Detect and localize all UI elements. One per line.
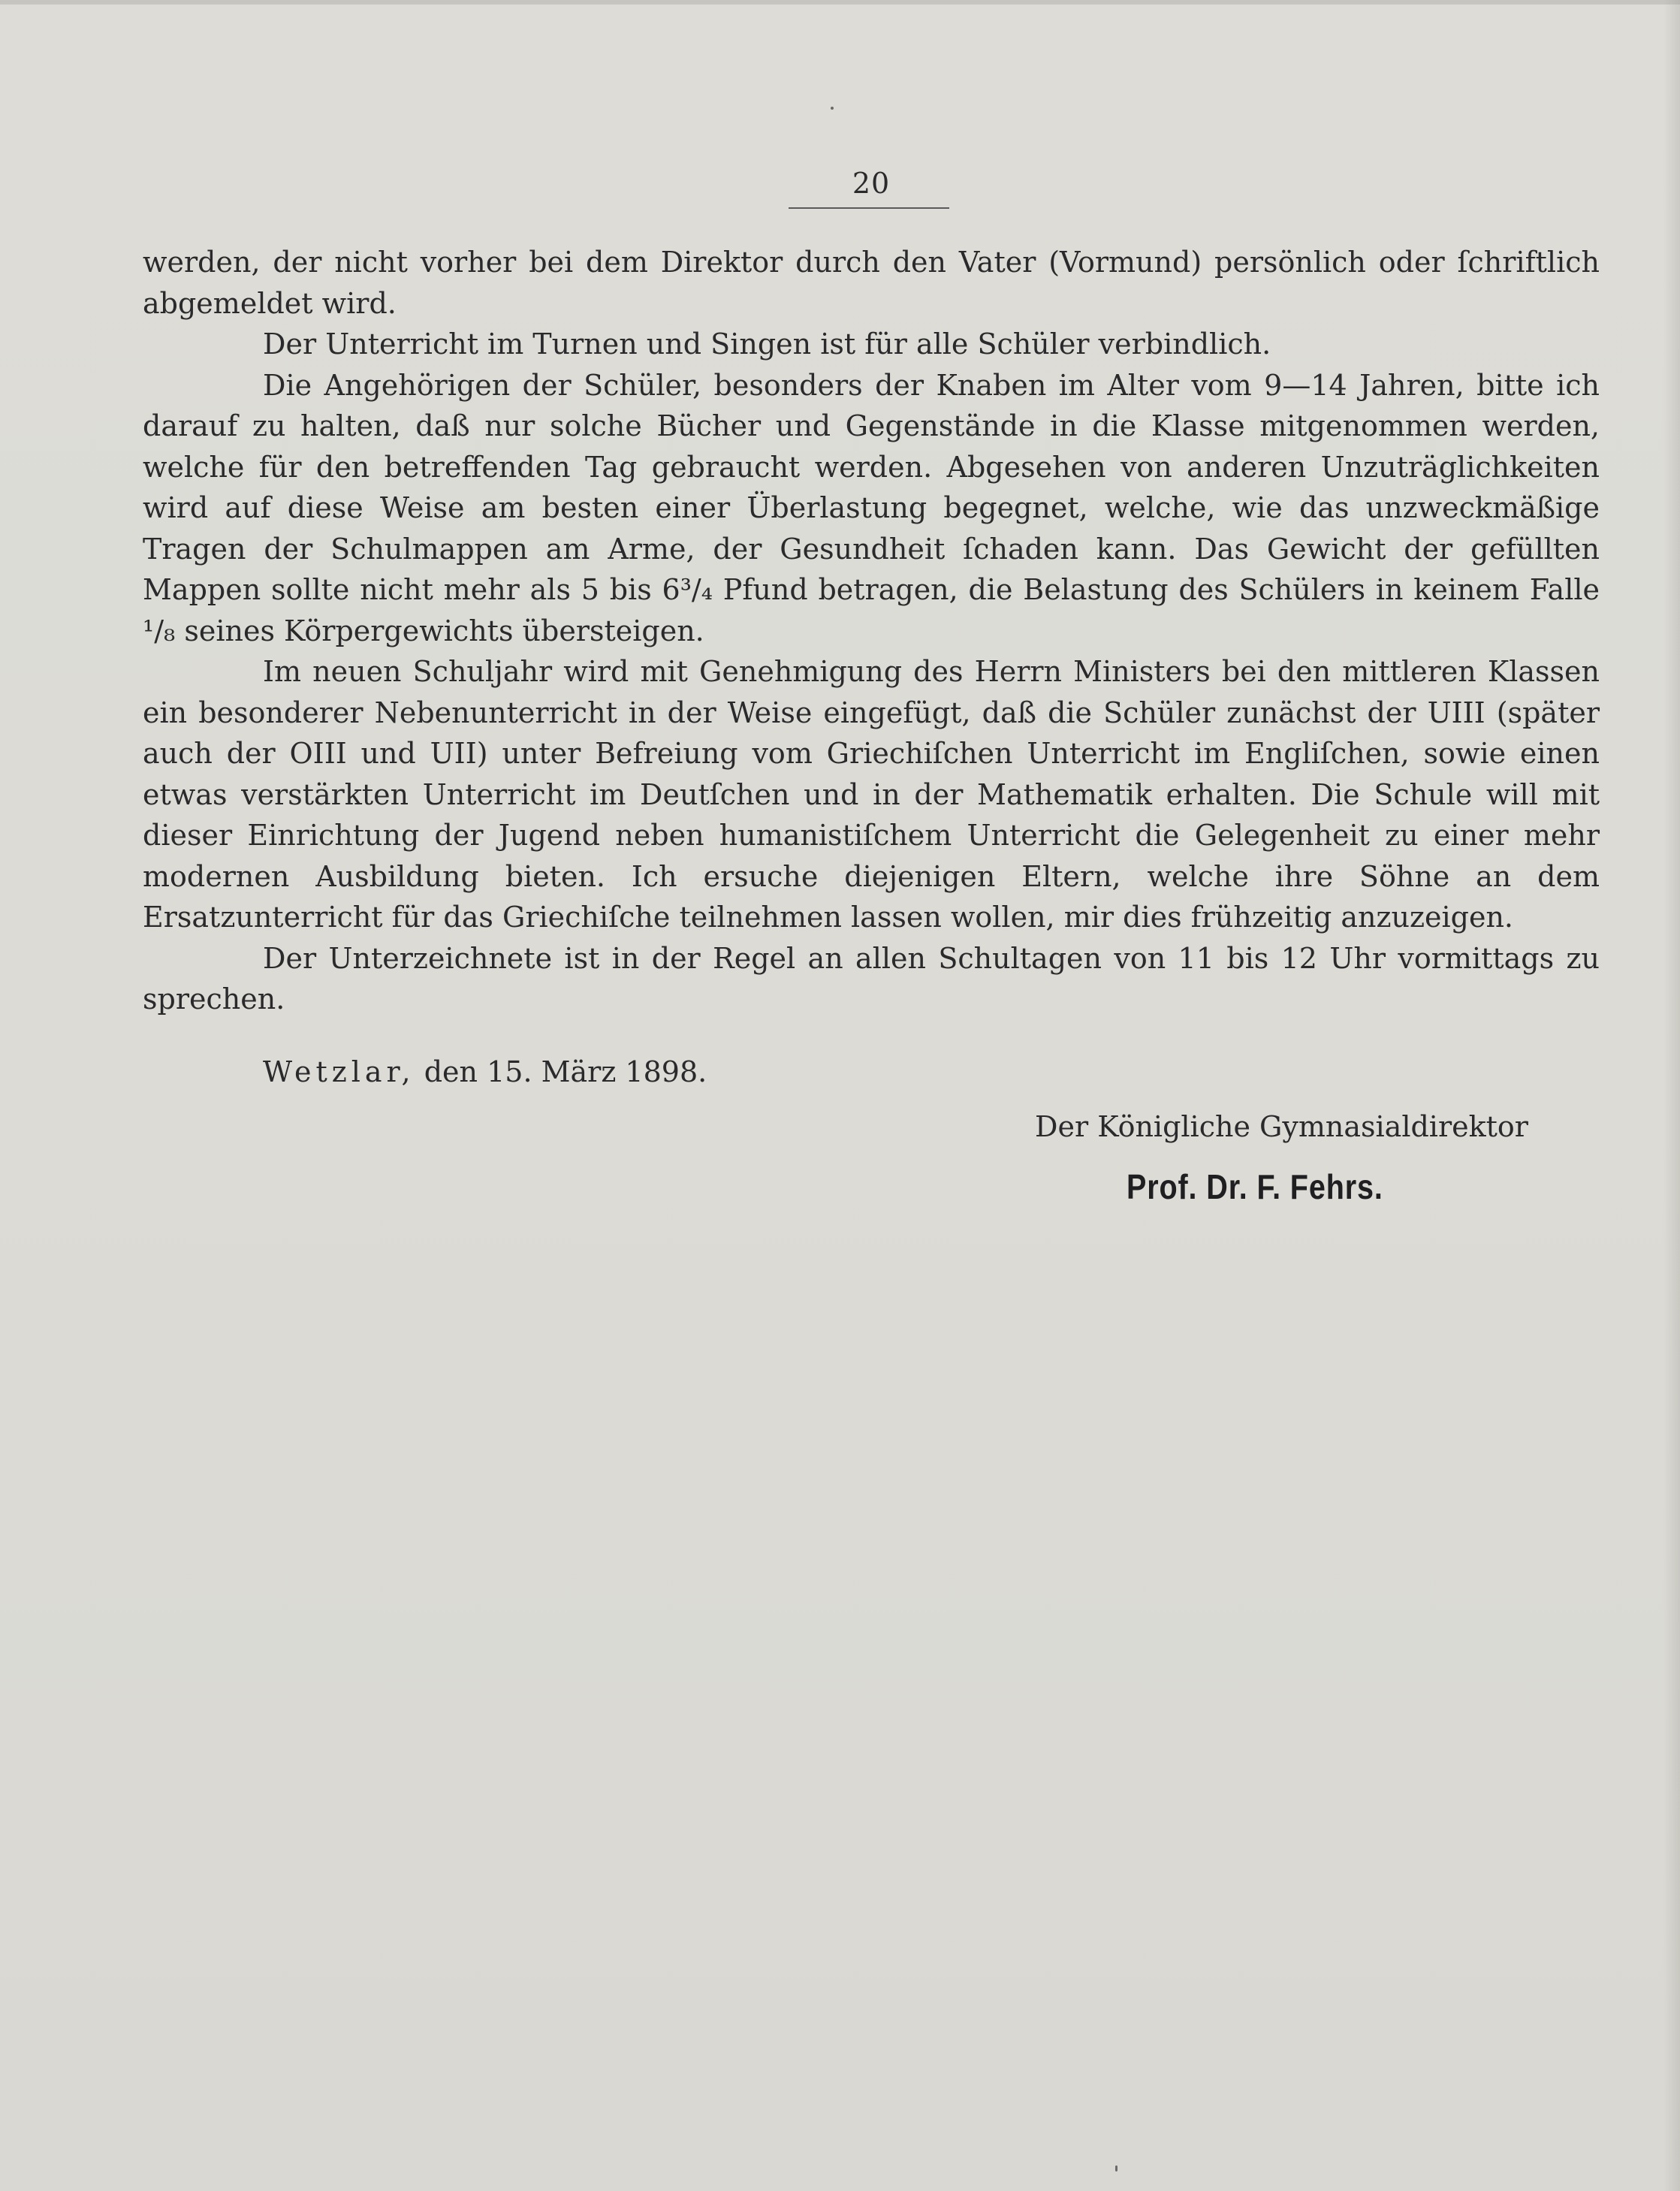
dateline-date: den 15. März 1898. <box>424 1055 707 1088</box>
page-number-rule <box>789 207 949 209</box>
paragraph-school-bags: Die Angehörigen der Schüler, besonders der Knaben im Alter vom 9—14 Jahren, bitte ich darauf zu halten, daß nur solche Bücher und Gegenstände in die Klasse mitgenommen werden, welche für den betreffenden Tag gebraucht werden. Abgesehen von anderen Unzuträglichkeiten wird auf diese Weise am besten einer Überlastung begegnet, welche, wie das unzweckmäßige Tragen der Schulmappen am Arme, der Gesundheit ſchaden kann. Das Gewicht der gefüllten Mappen sollte nicht mehr als 5 bis 6³/₄ Pfund betragen, die Belastung des Schülers in keinem Falle ¹/₈ seines Körpergewichts übersteigen. <box>143 368 1600 647</box>
dateline <box>263 1055 707 1088</box>
print-speck <box>1115 2165 1117 2171</box>
paragraph-continuation: werden, der nicht vorher bei dem Direktor durch den Vater (Vormund) persönlich oder ſchriftlich abgemeldet wird. <box>143 246 1600 320</box>
body-text <box>143 242 1600 1020</box>
page-top-edge <box>0 0 1680 5</box>
paragraph-office-hours: Der Unterzeichnete ist in der Regel an allen Schultagen von 11 bis 12 Uhr vormittags zu sprechen. <box>143 941 1600 1016</box>
page-number: 20 <box>852 167 891 200</box>
page-right-edge <box>1663 0 1680 2191</box>
signatory-title: Der Königliche Gymnasialdirektor <box>1035 1110 1528 1143</box>
print-speck <box>831 107 834 110</box>
dateline-place: Wetzlar, <box>263 1055 415 1088</box>
paragraph-gymnastics-singing: Der Unterricht im Turnen und Singen ist für alle Schüler verbindlich. <box>263 327 1271 361</box>
signatory-name: Prof. Dr. F. Fehrs. <box>1127 1167 1383 1206</box>
paragraph-supplementary-instruction: Im neuen Schuljahr wird mit Genehmigung des Herrn Ministers bei den mittleren Klassen ein besonderer Nebenunterricht in der Weise eingefügt, daß die Schüler zunächst der UIII (später auch der OIII und UII) unter Befreiung vom Griechiſchen Unterricht im Engliſchen, sowie einen etwas verstärkten Unterricht im Deutſchen und in der Mathematik erhalten. Die Schule will mit dieser Einrichtung der Jugend neben humanistiſchem Unterricht die Gelegenheit zu einer mehr modernen Ausbildung bieten. Ich ersuche diejenigen Eltern, welche ihre Söhne an dem Ersatzunterricht für das Griechiſche teilnehmen lassen wollen, mir dies frühzeitig anzuzeigen. <box>143 655 1600 934</box>
